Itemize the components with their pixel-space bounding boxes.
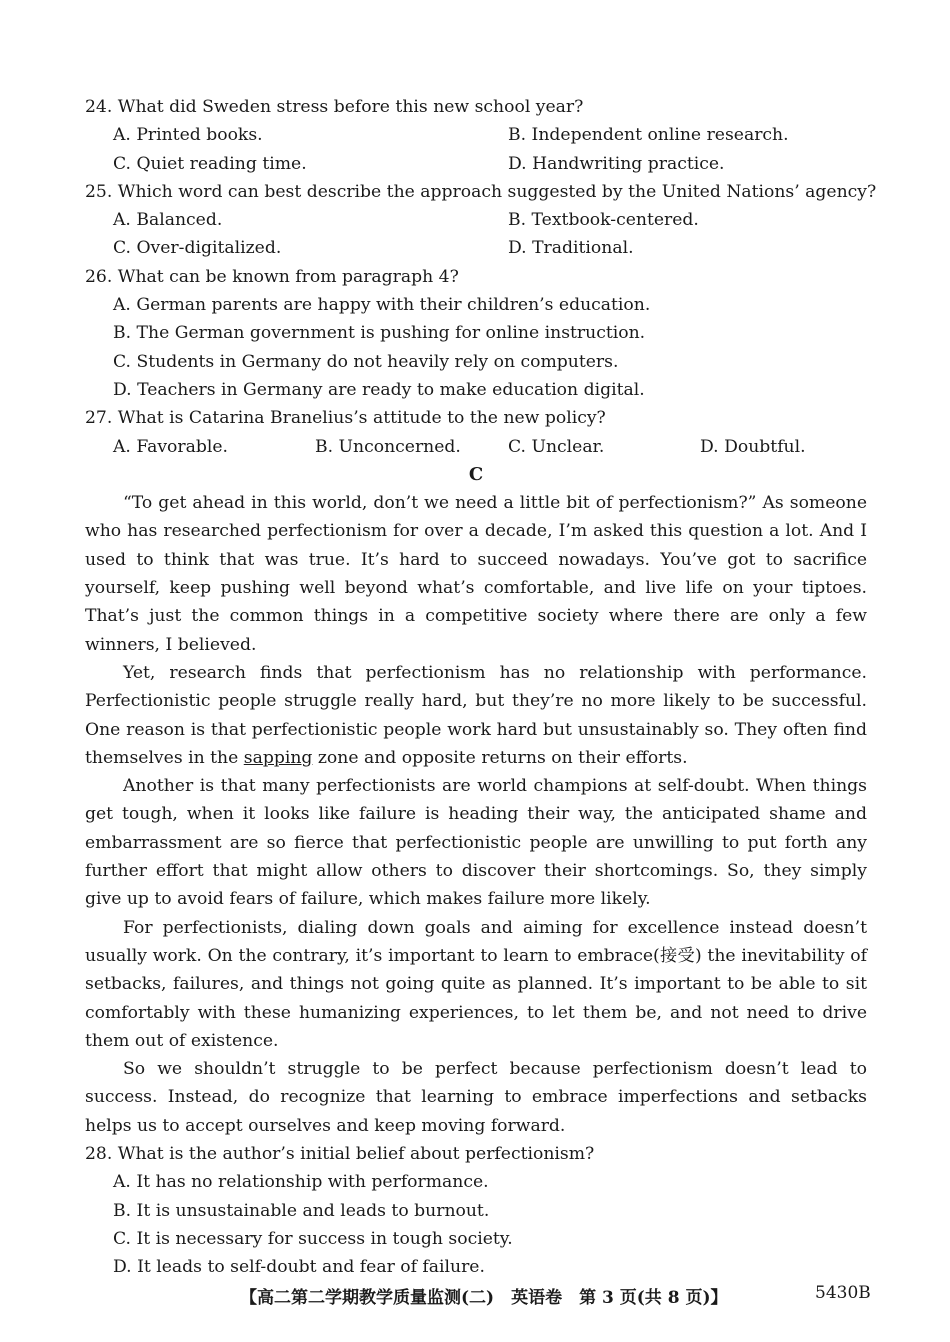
- question-26-option-a: A. German parents are happy with their children’s education.: [113, 295, 651, 316]
- underlined-word-sapping: sapping: [243, 747, 313, 768]
- exam-page: [85, 93, 877, 1281]
- footer-title: 【高二第二学期教学质量监测(二) 英语卷 第 3 页(共 8 页)】: [240, 1288, 728, 1308]
- page-footer: [0, 1283, 950, 1313]
- passage-paragraph-1: “To get ahead in this world, don’t we need a little bit of perfectionism?” As someone who has researched perfectionism for over a decade, I’m asked this question a lot. And I used to think that was true. It’s hard to succeed nowadays. You’ve got to sacrifice yourself, keep pushing well beyond what’s comfortable, and live life on your tiptoes. That’s just the common things in a competitive society where there are only a few winners, I believed.: [85, 493, 867, 655]
- passage-paragraph-4: For perfectionists, dialing down goals and aiming for excellence instead doesn’t usually work. On the contrary, it’s important to learn to embrace(接受) the inevitability of setbacks, failures, and things not going quite as planned. It’s important to be able to sit comfortably with these humanizing experiences, to let them be, and not need to drive them out of existence.: [85, 917, 867, 1051]
- question-26-option-b: B. The German government is pushing for online instruction.: [113, 323, 646, 344]
- question-27-option-b: B. Unconcerned.: [315, 436, 461, 457]
- paragraph-2-text-before: Yet, research finds that perfectionism has no relationship with performance. Perfectionistic people struggle really hard, but they’re no more likely to be successful. One reason is that perfectionistic people work hard but unsustainably so. They often find themselves in the: [85, 662, 867, 768]
- question-28-option-a: A. It has no relationship with performance.: [113, 1172, 489, 1193]
- question-27-stem: 27. What is Catarina Branelius’s attitude to the new policy?: [85, 408, 606, 429]
- question-24-stem: 24. What did Sweden stress before this new school year?: [85, 97, 584, 117]
- question-27-option-c: C. Unclear.: [508, 436, 605, 457]
- question-24-option-a: A. Printed books.: [113, 125, 263, 146]
- question-28-stem: 28. What is the author’s initial belief about perfectionism?: [85, 1143, 595, 1164]
- question-26-option-d: D. Teachers in Germany are ready to make education digital.: [113, 379, 645, 400]
- passage-paragraph-5: So we shouldn’t struggle to be perfect because perfectionism doesn’t lead to success. Instead, do recognize that learning to embrace imperfections and setbacks helps us to accept ourselves and keep moving forward.: [85, 1059, 867, 1136]
- question-25-options-row-2: [85, 234, 867, 262]
- paragraph-2-text-after: zone and opposite returns on their efforts.: [312, 747, 688, 768]
- question-27-option-d: D. Doubtful.: [700, 436, 806, 457]
- section-c-title: C: [468, 463, 484, 485]
- question-27-option-a: A. Favorable.: [113, 436, 228, 457]
- question-28-option-b: B. It is unsustainable and leads to burnout.: [113, 1200, 490, 1221]
- question-24-option-b: B. Independent online research.: [508, 125, 789, 146]
- question-25-option-d: D. Traditional.: [508, 238, 634, 259]
- question-24-option-c: C. Quiet reading time.: [113, 153, 307, 174]
- passage-paragraph-3: Another is that many perfectionists are world champions at self-doubt. When things get tough, when it looks like failure is heading their way, the anticipated shame and embarrassment are so fierce that perfectionistic people are unwilling to put forth any further effort that might allow others to discover their shortcomings. So, they simply give up to avoid fears of failure, which makes failure more likely.: [85, 776, 867, 910]
- question-25-options-row-1: [85, 206, 867, 234]
- question-27-options-row: [85, 433, 867, 461]
- footer-code: 5430B: [815, 1283, 871, 1303]
- question-24-options-row-1: [85, 121, 867, 149]
- question-26-stem: 26. What can be known from paragraph 4?: [85, 266, 459, 287]
- question-25-option-c: C. Over-digitalized.: [113, 238, 282, 259]
- question-24-options-row-2: [85, 150, 867, 178]
- question-25-option-b: B. Textbook-centered.: [508, 210, 699, 231]
- question-28-option-c: C. It is necessary for success in tough society.: [113, 1228, 513, 1249]
- passage-paragraph-2: [85, 659, 867, 772]
- question-25-stem: 25. Which word can best describe the approach suggested by the United Nations’ agency?: [85, 181, 877, 202]
- question-25-option-a: A. Balanced.: [113, 210, 223, 231]
- question-28-option-d: D. It leads to self-doubt and fear of failure.: [113, 1257, 485, 1278]
- question-24-option-d: D. Handwriting practice.: [508, 153, 725, 174]
- question-26-option-c: C. Students in Germany do not heavily rely on computers.: [113, 351, 619, 372]
